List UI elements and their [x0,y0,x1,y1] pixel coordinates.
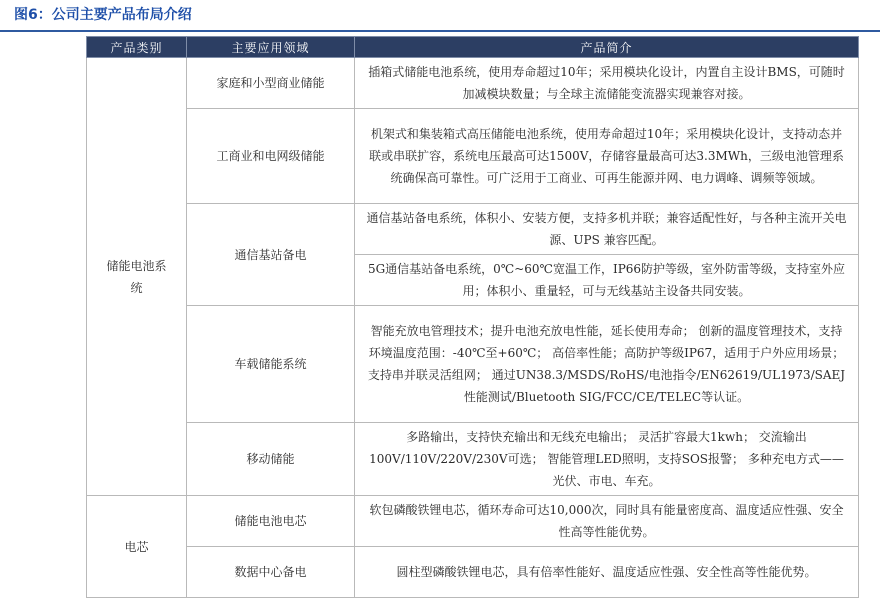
table-row [87,547,859,598]
figure-title: 图6：公司主要产品布局介绍 [14,7,192,23]
header-description: 产品简介 [355,37,859,58]
description-cell: 智能充放电管理技术；提升电池充放电性能，延长使用寿命； 创新的温度管理技术，支持环境温度范围：-40℃至+60℃； 高倍率性能；高防护等级IP67，适用于户外应用场景；支持串并联灵活组网； 通过UN38.3/MSDS/RoHS/电池指令/EN62619/UL1973/SAEJ性能测试/Bluetooth SIG/FCC/CE/TELEC等认证。 [355,306,859,423]
field-cell: 移动储能 [187,423,355,496]
header-field: 主要应用领域 [187,37,355,58]
description-cell: 软包磷酸铁锂电芯，循环寿命可达10,000次，同时具有能量密度高、温度适应性强、安全性高等性能优势。 [355,496,859,547]
title-divider [0,30,880,32]
category-cell: 电芯 [87,496,187,598]
description-cell: 通信基站备电系统，体积小、安装方便，支持多机并联；兼容适配性好，与各种主流开关电源、UPS 兼容匹配。 [355,204,859,255]
table-row [87,496,859,547]
header-category: 产品类别 [87,37,187,58]
description-cell: 多路输出，支持快充输出和无线充电输出； 灵活扩容最大1kwh； 交流输出100V/110V/220V/230V可选； 智能管理LED照明，支持SOS报警； 多种充电方式——光伏、市电、车充。 [355,423,859,496]
description-cell: 圆柱型磷酸铁锂电芯，具有倍率性能好、温度适应性强、安全性高等性能优势。 [355,547,859,598]
table-row [87,109,859,204]
field-cell: 通信基站备电 [187,204,355,306]
table-header-row [87,37,859,58]
description-cell: 机架式和集装箱式高压储能电池系统，使用寿命超过10年；采用模块化设计，支持动态并联或串联扩容，系统电压最高可达1500V，存储容量最高可达3.3MWh，三级电池管理系统确保高可靠性。可广泛用于工商业、可再生能源并网、电力调峰、调频等领域。 [355,109,859,204]
field-cell: 数据中心备电 [187,547,355,598]
field-cell: 工商业和电网级储能 [187,109,355,204]
field-cell: 家庭和小型商业储能 [187,58,355,109]
table-row [87,306,859,423]
category-cell: 储能电池系统 [87,58,187,496]
product-table [86,36,859,598]
field-cell: 车载储能系统 [187,306,355,423]
table-row [87,423,859,496]
table-row [87,58,859,109]
description-cell: 5G通信基站备电系统，0℃~60℃宽温工作，IP66防护等级，室外防雷等级，支持室外应用；体积小、重量轻，可与无线基站主设备共同安装。 [355,255,859,306]
field-cell: 储能电池电芯 [187,496,355,547]
description-cell: 插箱式储能电池系统，使用寿命超过10年；采用模块化设计，内置自主设计BMS，可随时加减模块数量；与全球主流储能变流器实现兼容对接。 [355,58,859,109]
table-row [87,204,859,255]
